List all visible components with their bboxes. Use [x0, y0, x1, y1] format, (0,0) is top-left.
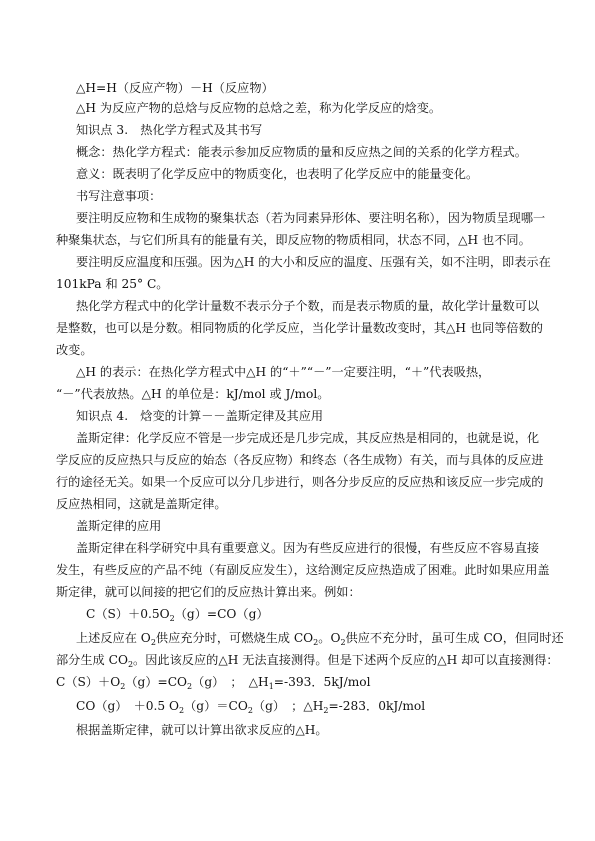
- paragraph-line: 热化学方程式中的化学计量数不表示分子个数，而是表示物质的量，故化学计量数可以: [76, 299, 540, 313]
- equation-part: （g） ；△H: [252, 699, 324, 713]
- equation-part: =-283．0kJ/mol: [328, 699, 426, 713]
- equation-part: C（S）＋O: [56, 675, 121, 689]
- text-part: 。O: [318, 631, 341, 645]
- paragraph-line: [56, 650, 559, 670]
- hess-law-application-heading: 盖斯定律的应用: [76, 519, 162, 533]
- subscript: 2: [150, 638, 156, 647]
- equation-part: C（S）＋0.5O: [86, 607, 170, 621]
- subscript: 2: [247, 706, 253, 715]
- subscript: 1: [268, 682, 274, 691]
- subscript: 2: [179, 706, 185, 715]
- concept-line: 概念：热化学方程式：能表示参加反应物质的量和反应热之间的关系的化学方程式。: [76, 145, 527, 159]
- enthalpy-definition-text: △H 为反应产物的总焓与反应物的总焓之差，称为化学反应的焓变。: [76, 101, 442, 115]
- paragraph-line: [76, 628, 564, 648]
- subscript: 2: [120, 682, 126, 691]
- equation-line: [76, 696, 425, 716]
- equation-line: [86, 604, 269, 624]
- paragraph-line: 改变。: [56, 343, 93, 357]
- paragraph-line: 要注明反应温度和压强。因为△H 的大小和反应的温度、压强有关，如不注明，即表示在: [76, 255, 551, 269]
- equation-part: （g）＝CO: [184, 699, 248, 713]
- knowledge-point-3-heading: 知识点 3. 热化学方程式及其书写: [76, 123, 263, 137]
- subscript: 2: [187, 682, 193, 691]
- paragraph-line: 根据盖斯定律，就可以计算出欲求反应的△H。: [76, 723, 328, 737]
- enthalpy-definition-formula: △H=H（反应产物）－H（反应物）: [76, 81, 274, 95]
- paragraph-line: 反应热相同，这就是盖斯定律。: [56, 497, 227, 511]
- paragraph-line: 种聚集状态，与它们所具有的能量有关，即反应物的物质相同，状态不同，△H 也不同。: [56, 233, 531, 247]
- text-part: 供应不充分时，虽可生成 CO，但同时还: [345, 631, 564, 645]
- paragraph-line: 盖斯定律在科学研究中具有重要意义。因为有些反应进行的很慢，有些反应不容易直接: [76, 541, 540, 555]
- paragraph-line: 101kPa 和 25° C。: [56, 277, 169, 291]
- paragraph-line: 是整数，也可以是分数。相同物质的化学反应，当化学计量数改变时，其△H 也同等倍数的: [56, 321, 543, 335]
- subscript: 2: [323, 706, 329, 715]
- subscript: 2: [127, 660, 134, 669]
- text-part: 上述反应在 O: [76, 631, 151, 645]
- subscript: 2: [340, 638, 346, 647]
- knowledge-point-4-heading: 知识点 4. 焓变的计算－－盖斯定律及其应用: [76, 409, 324, 423]
- paragraph-line: 斯定律，就可以间接的把它们的反应热计算出来。例如：: [56, 585, 361, 599]
- meaning-line: 意义：既表明了化学反应中的物质变化，也表明了化学反应中的能量变化。: [76, 167, 479, 181]
- subscript: 2: [169, 614, 175, 623]
- text-part: 。因此该反应的△H 无法直接测得。但是下述两个反应的△H 却可以直接测得：: [133, 653, 559, 667]
- subscript: 2: [313, 638, 319, 647]
- paragraph-line: 发生，有些反应的产品不纯（有副反应发生），这给测定反应热造成了困难。此时如果应用盖: [56, 563, 550, 577]
- equation-part: （g） ； △H: [192, 675, 269, 689]
- paragraph-line: 学反应的反应热只与反应的始态（各反应物）和终态（各生成物）有关，而与具体的反应进: [56, 453, 544, 467]
- equation-line: [56, 672, 370, 692]
- paragraph-line: 行的途径无关。如果一个反应可以分几步进行，则各分步反应的反应热和该反应一步完成的: [56, 475, 544, 489]
- paragraph-line: 要注明反应物和生成物的聚集状态（若为同素异形体、要注明名称），因为物质呈现哪一: [76, 211, 546, 225]
- paragraph-line: “－”代表放热。△H 的单位是：kJ/mol 或 J/mol。: [56, 387, 330, 401]
- equation-part: （g）=CO: [125, 675, 188, 689]
- text-part: 部分生成 CO: [56, 653, 128, 667]
- text-part: 供应充分时，可燃烧生成 CO: [155, 631, 314, 645]
- equation-part: CO（g） ＋0.5 O: [76, 699, 180, 713]
- writing-notes-heading: 书写注意事项：: [76, 189, 162, 203]
- equation-part: =-393．5kJ/mol: [273, 675, 371, 689]
- equation-part: （g）=CO（g）: [174, 607, 269, 621]
- paragraph-line: △H 的表示：在热化学方程式中△H 的“＋”“－”一定要注明，“＋”代表吸热，: [76, 365, 491, 379]
- paragraph-line: 盖斯定律：化学反应不管是一步完成还是几步完成，其反应热是相同的，也就是说，化: [76, 431, 540, 445]
